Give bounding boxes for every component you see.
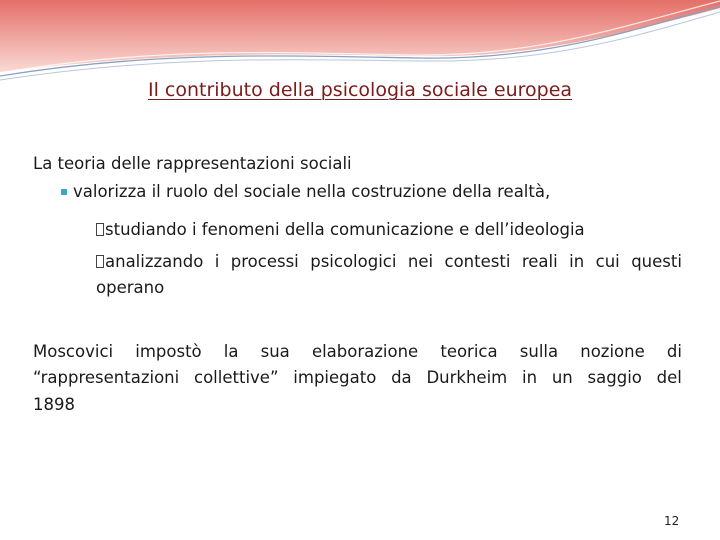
paragraph-line: [33, 367, 682, 389]
paragraph-word: in: [522, 368, 538, 387]
sub-bullet-item: [96, 251, 682, 273]
sub-bullet-word: in: [569, 252, 585, 271]
sub-bullet-word: i: [214, 252, 220, 271]
sub-bullet-word: contesti: [444, 252, 511, 271]
paragraph-word: impostò: [135, 342, 202, 361]
paragraph-word: di: [666, 342, 682, 361]
sub-bullet-word: processi: [230, 252, 299, 271]
paragraph-word: un: [551, 368, 573, 387]
paragraph-word: Moscovici: [33, 342, 114, 361]
paragraph-word: da: [391, 368, 412, 387]
paragraph-word: elaborazione: [311, 342, 419, 361]
sub-bullet-word: reali: [521, 252, 558, 271]
square-bullet-icon: [61, 189, 67, 195]
decorative-banner: [0, 0, 720, 90]
paragraph-word: saggio: [587, 368, 642, 387]
heading-text: La teoria delle rappresentazioni sociali: [33, 154, 352, 173]
paragraph-word: sulla: [519, 342, 559, 361]
paragraph-word: nozione: [580, 342, 645, 361]
bullet-text: valorizza il ruolo del sociale nella costruzione della realtà,: [73, 182, 551, 201]
paragraph-word: “rappresentazioni: [33, 368, 180, 387]
paragraph-word: teorica: [440, 342, 498, 361]
sub-bullet-word: cui: [595, 252, 620, 271]
page-number: 12: [664, 514, 680, 528]
paragraph-line: 1898: [33, 395, 75, 414]
sub-bullet-word: nei: [407, 252, 434, 271]
bullet-item: [61, 181, 550, 203]
sub-bullet-word: questi: [631, 252, 682, 271]
paragraph-word: Durkheim: [426, 368, 508, 387]
sub-bullet-word: psicologici: [310, 252, 397, 271]
paragraph-word: impiegato: [293, 368, 377, 387]
sub-bullet-item: [96, 219, 585, 241]
missing-glyph-icon: [96, 255, 104, 268]
sub-bullet-word: analizzando: [96, 251, 203, 273]
missing-glyph-icon: [96, 223, 104, 236]
sub-bullet-continuation: operano: [96, 278, 165, 297]
slide-title: Il contributo della psicologia sociale europea: [147, 79, 573, 101]
paragraph-word: la: [223, 342, 239, 361]
paragraph-line: [33, 341, 682, 363]
paragraph-word: sua: [260, 342, 290, 361]
paragraph-word: collettive”: [194, 368, 279, 387]
paragraph-word: del: [656, 368, 682, 387]
sub-bullet-text: studiando i fenomeni della comunicazione e dell’ideologia: [105, 220, 585, 239]
